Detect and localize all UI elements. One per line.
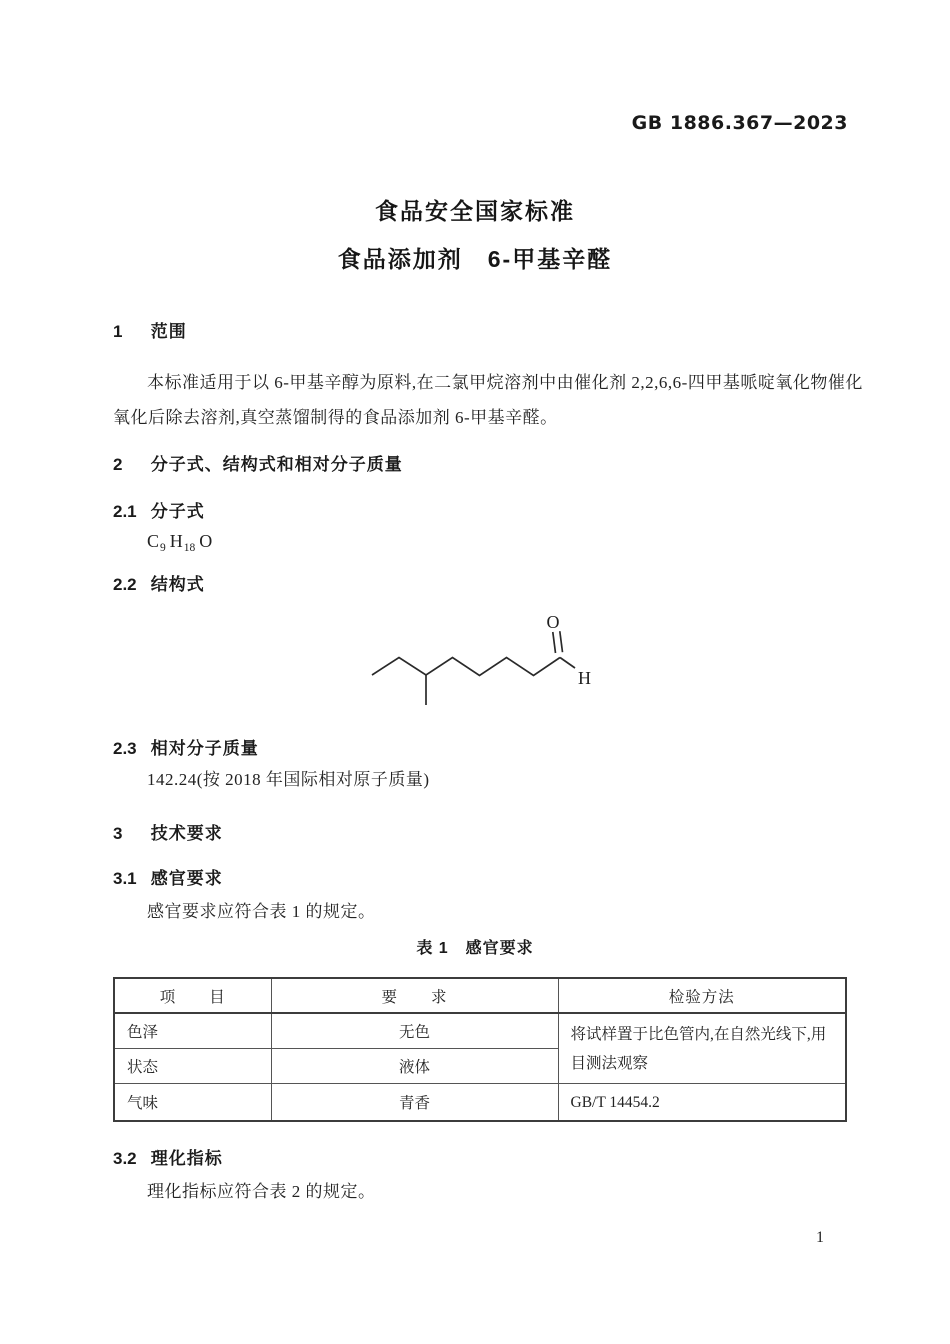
scope-paragraph-line-2: 氧化后除去溶剂,真空蒸馏制得的食品添加剂 6-甲基辛醛。 — [113, 408, 558, 427]
aldehyde-ch-bond — [560, 658, 575, 669]
relative-molecular-mass: 142.24(按 2018 年国际相对原子质量) — [147, 770, 430, 789]
section-2-1-title: 分子式 — [150, 502, 205, 521]
row-state-requirement: 液体 — [271, 1049, 558, 1084]
section-3-title: 技术要求 — [150, 824, 223, 843]
molecular-formula — [147, 531, 212, 554]
section-3-2-number: 3.2 — [113, 1149, 137, 1168]
row-odor-method: GB/T 14454.2 — [558, 1084, 846, 1122]
document-subtitle: 食品添加剂 6-甲基辛醛 — [337, 246, 613, 272]
page-number: 1 — [816, 1229, 824, 1246]
carbonyl-double-bond-1 — [553, 632, 556, 653]
row-color-requirement: 无色 — [271, 1013, 558, 1049]
table-header-method: 检验方法 — [558, 978, 846, 1013]
row-color-item: 色泽 — [114, 1013, 271, 1049]
table-1-sensory-requirements — [113, 977, 847, 1122]
section-3-heading — [113, 819, 223, 844]
formula-element-c: C — [147, 531, 160, 551]
section-3-2-title: 理化指标 — [150, 1149, 223, 1168]
standard-number: GB 1886.367—2023 — [631, 112, 848, 134]
hydrogen-atom-label: H — [578, 668, 591, 688]
table-row — [114, 1013, 846, 1049]
section-2-number: 2 — [113, 455, 123, 474]
section-3-number: 3 — [113, 824, 123, 843]
section-2-2-title: 结构式 — [150, 575, 205, 594]
carbonyl-double-bond-2 — [560, 631, 563, 652]
section-3-2-heading — [113, 1144, 223, 1169]
section-1-number: 1 — [113, 322, 123, 341]
table-header-row — [114, 978, 846, 1013]
merged-method-cell: 将试样置于比色管内,在自然光线下,用目测法观察 — [558, 1013, 846, 1084]
section-2-3-number: 2.3 — [113, 739, 137, 758]
scope-paragraph-line-1: 本标准适用于以 6-甲基辛醇为原料,在二氯甲烷溶剂中由催化剂 2,2,6,6-四甲基哌啶氧化物催化 — [147, 373, 863, 392]
formula-element-o: O — [199, 531, 213, 551]
section-2-2-heading — [113, 570, 205, 595]
table-row — [114, 1084, 846, 1122]
carbon-chain-bonds — [372, 658, 560, 676]
table-header-requirement: 要 求 — [271, 978, 558, 1013]
section-2-3-title: 相对分子质量 — [150, 739, 259, 758]
section-2-title: 分子式、结构式和相对分子质量 — [150, 455, 403, 474]
formula-subscript-18: 18 — [183, 542, 196, 554]
row-odor-requirement: 青香 — [271, 1084, 558, 1122]
section-3-1-heading — [113, 864, 223, 889]
section-2-3-heading — [113, 734, 259, 759]
formula-subscript-9: 9 — [160, 542, 166, 554]
section-3-1-number: 3.1 — [113, 869, 137, 888]
section-2-heading — [113, 450, 403, 475]
document-title: 食品安全国家标准 — [375, 198, 575, 224]
section-1-title: 范围 — [150, 322, 187, 341]
formula-element-h: H — [169, 531, 183, 551]
row-odor-item: 气味 — [114, 1084, 271, 1122]
section-2-1-heading — [113, 497, 205, 522]
section-1-heading — [113, 317, 187, 342]
table-header-item: 项 目 — [114, 978, 271, 1013]
section-2-1-number: 2.1 — [113, 502, 137, 521]
structural-formula-diagram — [350, 598, 650, 718]
physchem-requirement-note: 理化指标应符合表 2 的规定。 — [147, 1182, 376, 1201]
section-3-1-title: 感官要求 — [150, 869, 223, 888]
oxygen-atom-label: O — [546, 612, 560, 632]
section-2-2-number: 2.2 — [113, 575, 137, 594]
row-state-item: 状态 — [114, 1049, 271, 1084]
table-1-caption: 表 1 感官要求 — [416, 940, 534, 957]
sensory-requirement-note: 感官要求应符合表 1 的规定。 — [147, 902, 376, 921]
